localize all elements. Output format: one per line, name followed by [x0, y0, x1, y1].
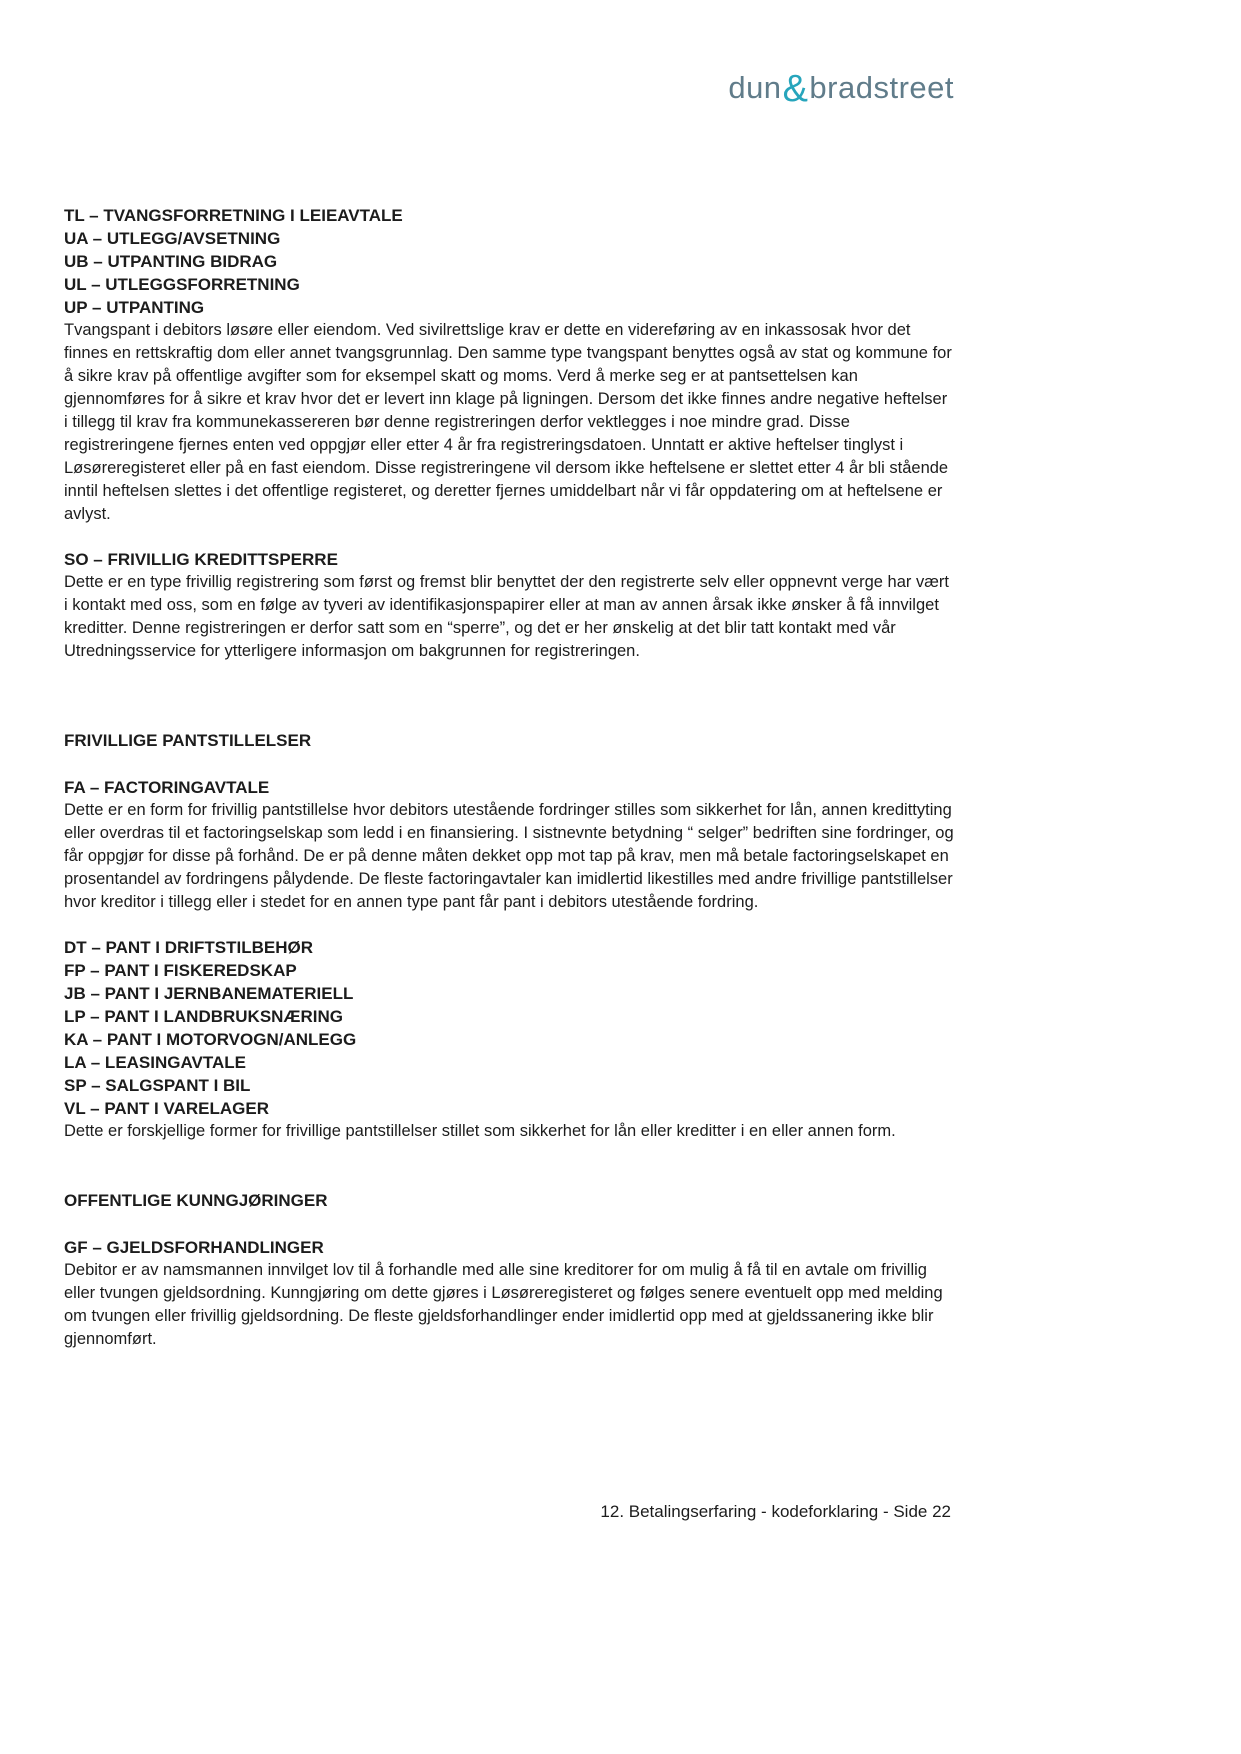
category-heading-frivillige-pantstillelser: FRIVILLIGE PANTSTILLELSER — [64, 731, 312, 750]
code-heading-ul: UL – UTLEGGSFORRETNING — [64, 275, 300, 294]
category-heading-offentlige-kunngjoringer: OFFENTLIGE KUNNGJØRINGER — [64, 1191, 328, 1210]
section-gjeldsforhandlinger — [64, 1236, 954, 1351]
section-pant-koder — [64, 936, 954, 1143]
paragraph-pant-koder: Dette er forskjellige former for frivillige pantstillelser stillet som sikkerhet for lån eller kreditter i en eller annen form. — [64, 1122, 896, 1140]
paragraph-tvangsforretninger: Tvangspant i debitors løsøre eller eiendom. Ved sivilrettslige krav er dette en videreføring av en inkassosak hvor det finnes en rettskraftig dom eller annet tvangsgrunnlag. Den samme type tvangspant benyttes også av stat og kommune for å sikre krav på offentlige avgifter som for eksempel skatt og moms. Verd å merke seg er at pantsettelsen kan gjennomføres for å sikre et krav hvor det er levert inn klage på ligningen. Dersom det ikke finnes andre negative heftelser i tillegg til krav fra kommunekassereren bør denne registreringen derfor vektlegges i noe mindre grad. Disse registreringene fjernes enten ved oppgjør eller etter 4 år fra registreringsdatoen. Unntatt er aktive heftelser tinglyst i Løsøreregisteret eller på en fast eiendom. Disse registreringene vil dersom ikke heftelsene er slettet etter 4 år bli stående inntil heftelsen slettes i det offentlige registeret, og deretter fjernes umiddelbart når vi får oppdatering om at heftelsene er avlyst. — [64, 321, 952, 523]
code-heading-so: SO – FRIVILLIG KREDITTSPERRE — [64, 550, 338, 569]
code-heading-gf: GF – GJELDSFORHANDLINGER — [64, 1238, 324, 1257]
code-heading-dt: DT – PANT I DRIFTSTILBEHØR — [64, 938, 314, 957]
code-heading-ka: KA – PANT I MOTORVOGN/ANLEGG — [64, 1030, 357, 1049]
code-heading-ua: UA – UTLEGG/AVSETNING — [64, 229, 281, 248]
code-heading-fp: FP – PANT I FISKEREDSKAP — [64, 961, 297, 980]
section-tvangsforretninger — [64, 204, 954, 526]
code-heading-lp: LP – PANT I LANDBRUKSNÆRING — [64, 1007, 343, 1026]
section-offentlige-kunngjoringer-title — [64, 1189, 954, 1212]
page-footer: 12. Betalingserfaring - kodeforklaring - Side 22 — [600, 1502, 951, 1521]
code-heading-sp: SP – SALGSPANT I BIL — [64, 1076, 251, 1095]
logo-text-bradstreet: bradstreet — [809, 70, 954, 105]
logo-text-dun: dun — [728, 70, 782, 105]
code-heading-ub: UB – UTPANTING BIDRAG — [64, 252, 278, 271]
code-heading-tl: TL – TVANGSFORRETNING I LEIEAVTALE — [64, 206, 403, 225]
dun-bradstreet-logo — [64, 0, 954, 108]
logo-ampersand-icon: & — [782, 68, 809, 110]
section-factoringavtale — [64, 776, 954, 914]
code-heading-la: LA – LEASINGAVTALE — [64, 1053, 246, 1072]
code-heading-jb: JB – PANT I JERNBANEMATERIELL — [64, 984, 354, 1003]
paragraph-kredittsperre: Dette er en type frivillig registrering som først og fremst blir benyttet der den registrerte selv eller oppnevnt verge har vært i kontakt med oss, som en følge av tyveri av identifikasjonspapirer eller at man av annen årsak ikke ønsker å få innvilget kreditter. Denne registreringen er derfor satt som en “sperre”, og det er her ønskelig at det blir tatt kontakt med vår Utredningsservice for ytterligere informasjon om bakgrunnen for registreringen. — [64, 573, 949, 660]
code-heading-up: UP – UTPANTING — [64, 298, 205, 317]
paragraph-factoringavtale: Dette er en form for frivillig pantstillelse hvor debitors utestående fordringer stilles som sikkerhet for lån, annen kredittyting eller overdras til et factoringselskap som ledd i en finansiering. I sistnevnte betydning “ selger” bedriften sine fordringer, og får oppgjør for disse på forhånd. De er på denne måten dekket opp mot tap på krav, men må betale factoringselskapet en prosentandel av fordringens pålydende. De fleste factoringavtaler kan imidlertid likestilles med andre frivillige pantstillelser hvor kreditor i tillegg eller i stedet for en annen type pant får pant i debitors utestående fordring. — [64, 801, 954, 911]
paragraph-gjeldsforhandlinger: Debitor er av namsmannen innvilget lov til å forhandle med alle sine kreditorer for om mulig å få til en avtale om frivillig eller tvungen gjeldsordning. Kunngjøring om dette gjøres i Løsøreregisteret og følges senere eventuelt opp med melding om tvungen eller frivillig gjeldsordning. De fleste gjeldsforhandlinger ender imidlertid opp med at gjeldssanering ikke blir gjennomført. — [64, 1261, 943, 1348]
section-frivillige-pantstillelser-title — [64, 729, 954, 752]
code-heading-vl: VL – PANT I VARELAGER — [64, 1099, 269, 1118]
section-kredittsperre — [64, 548, 954, 663]
code-heading-fa: FA – FACTORINGAVTALE — [64, 778, 270, 797]
